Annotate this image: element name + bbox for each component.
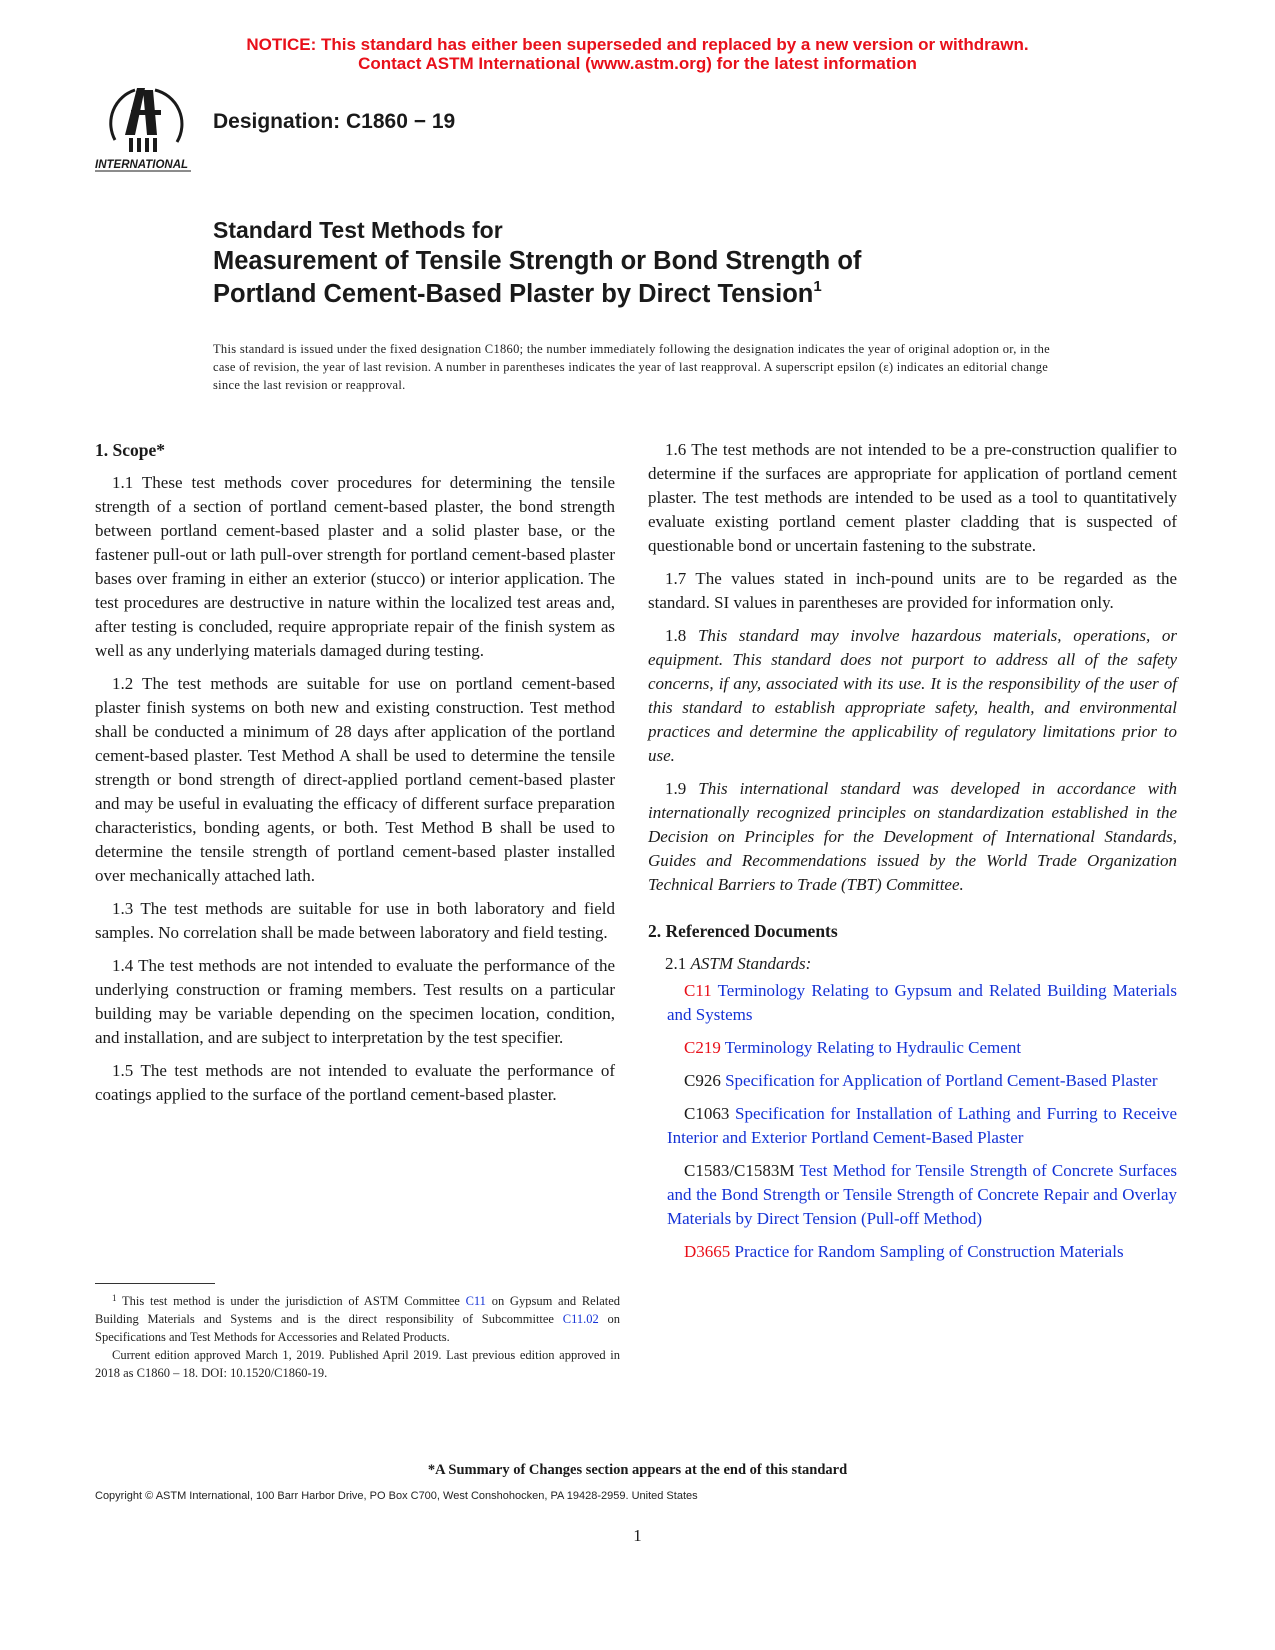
subcommittee-link[interactable]: C11.02 <box>562 1312 599 1326</box>
para-1-5: 1.5 The test methods are not intended to evaluate the performance of coatings applied to the surface of the portland cement-based plaster. <box>95 1061 615 1104</box>
title-line-3: Portland Cement-Based Plaster by Direct Tension <box>213 280 814 308</box>
reference-code[interactable]: C219 <box>684 1038 721 1057</box>
edition-note: Current edition approved March 1, 2019. Published April 2019. Last previous edition approved in 2018 as C1860 – 18. DOI: 10.1520/C1860-19. <box>95 1348 620 1380</box>
copyright-line: Copyright © ASTM International, 100 Barr Harbor Drive, PO Box C700, West Conshohocken, PA 19428-2959. United States <box>95 1490 698 1502</box>
notice-line-2: Contact ASTM International (www.astm.org) for the latest information <box>358 54 917 73</box>
reference-code[interactable]: D3665 <box>684 1242 731 1261</box>
reference-item-c11 <box>648 979 1177 1027</box>
title-line-1: Standard Test Methods for <box>213 217 503 243</box>
reference-link[interactable]: Test Method for Tensile Strength of Concrete Surfaces and the Bond Strength or Tensile Strength of Concrete Repair and Overlay Materials by Direct Tension (Pull-off Method) <box>667 1161 1177 1228</box>
summary-of-changes-note: *A Summary of Changes section appears at the end of this standard <box>427 1462 848 1478</box>
footnote-text-c: on Specifications and Test Methods for Accessories and Related Products. <box>95 1312 621 1344</box>
page-number: 1 <box>633 1526 642 1545</box>
para-1-7: 1.7 The values stated in inch-pound units are to be regarded as the standard. SI values in parentheses are provided for information only. <box>648 569 1177 612</box>
title-footnote-mark[interactable]: 1 <box>813 278 822 295</box>
footnote-1 <box>95 1292 620 1346</box>
para-1-1: 1.1 These test methods cover procedures for determining the tensile strength of a section of portland cement-based plaster, the bond strength between portland cement-based plaster and a solid plaster base, or the fastener pull-out or lath pull-over strength for portland cement-based plaster bases over framing in either an exterior (stucco) or interior application. The test procedures are destructive in nature within the localized test areas and, after testing is concluded, require appropriate repair of the finish system as well as any underlying materials damaged during testing. <box>95 473 615 660</box>
title-line-2: Measurement of Tensile Strength or Bond Strength of <box>213 247 862 275</box>
para-1-8-number: 1.8 <box>665 626 687 645</box>
astm-logo-icon <box>95 80 195 182</box>
scope-heading: 1. Scope* <box>95 440 165 460</box>
footnotes <box>95 1292 620 1382</box>
reference-item-c1063 <box>648 1102 1177 1150</box>
para-1-8 <box>648 624 1177 768</box>
reference-code: C926 <box>684 1071 721 1090</box>
refdocs-sub-number: 2.1 <box>665 954 687 973</box>
footnote-divider <box>95 1283 215 1284</box>
notice-line-1: NOTICE: This standard has either been superseded and replaced by a new version or withdrawn. <box>246 35 1029 54</box>
footnote-text-b: on Gypsum and Related Building Materials and Systems and is the direct responsibility of Subcommittee <box>95 1294 621 1326</box>
para-1-9 <box>648 777 1177 897</box>
reference-item-d3665 <box>648 1240 1177 1264</box>
refdocs-sub-label: ASTM Standards: <box>690 954 812 973</box>
right-column <box>648 438 1177 1273</box>
document-title <box>213 215 1113 311</box>
footnote-text-a: This test method is under the jurisdiction of ASTM Committee <box>122 1294 460 1308</box>
refdocs-heading: 2. Referenced Documents <box>648 921 838 941</box>
para-1-3: 1.3 The test methods are suitable for use in both laboratory and field samples. No correlation shall be made between laboratory and field testing. <box>95 899 615 942</box>
issuance-note: This standard is issued under the fixed designation C1860; the number immediately following the designation indicates the year of original adoption or, in the case of revision, the year of last revision. A number in parentheses indicates the year of last reapproval. A superscript epsilon (ε) indicates an editorial change since the last revision or reapproval. <box>213 342 1051 392</box>
committee-link[interactable]: C11 <box>465 1294 486 1308</box>
para-1-6: 1.6 The test methods are not intended to be a pre-construction qualifier to determine if the surfaces are appropriate for application of portland cement plaster. The test methods are intended to be used as a tool to quantitatively evaluate existing portland cement plaster cladding that is suspected of questionable bond or uncertain fastening to the substrate. <box>648 440 1177 555</box>
para-1-9-number: 1.9 <box>665 779 687 798</box>
reference-link[interactable]: Terminology Relating to Gypsum and Related Building Materials and Systems <box>667 981 1177 1024</box>
reference-link[interactable]: Practice for Random Sampling of Construction Materials <box>734 1242 1124 1261</box>
designation: Designation: C1860 − 19 <box>213 110 456 133</box>
reference-code: C1063 <box>684 1104 730 1123</box>
reference-link[interactable]: Terminology Relating to Hydraulic Cement <box>724 1038 1022 1057</box>
logo-text: INTERNATIONAL <box>95 159 189 171</box>
reference-code[interactable]: C11 <box>684 981 712 1000</box>
reference-item-c219 <box>648 1036 1177 1060</box>
reference-link[interactable]: Specification for Installation of Lathing and Furring to Receive Interior and Exterior Portland Cement-Based Plaster <box>667 1104 1178 1147</box>
reference-item-c1583 <box>648 1159 1177 1231</box>
footnote-mark: 1 <box>112 1293 117 1303</box>
left-column <box>95 438 615 1116</box>
reference-code: C1583/C1583M <box>684 1161 795 1180</box>
para-1-2: 1.2 The test methods are suitable for use on portland cement-based plaster finish systems on both new and existing construction. Test method shall be conducted a minimum of 28 days after application of the portland cement-based plaster. Test Method A shall be used to determine the tensile strength or bond strength of direct-applied portland cement-based plaster and may be useful in evaluating the efficacy of different surface preparation characteristics, bonding agents, or both. Test Method B shall be used to determine the tensile strength of portland cement-based plaster installed over mechanically attached lath. <box>95 674 615 885</box>
reference-link[interactable]: Specification for Application of Portland Cement-Based Plaster <box>725 1071 1158 1090</box>
para-1-4: 1.4 The test methods are not intended to evaluate the performance of the underlying construction or framing members. Test results on a particular building may be variable depending on the specimen location, condition, and installation, and are subject to interpretation by the test specifier. <box>95 956 615 1047</box>
para-1-8-text: This standard may involve hazardous materials, operations, or equipment. This standard does not purport to address all of the safety concerns, if any, associated with its use. It is the responsibility of the user of this standard to establish appropriate safety, health, and environmental practices and determine the applicability of regulatory limitations prior to use. <box>648 626 1177 765</box>
para-1-9-text: This international standard was developed in accordance with internationally recognized principles on standardization established in the Decision on Principles for the Development of International Standards, Guides and Recommendations issued by the World Trade Organization Technical Barriers to Trade (TBT) Committee. <box>648 779 1177 894</box>
reference-list <box>648 979 1177 1264</box>
refdocs-subheading <box>648 952 1177 976</box>
reference-item-c926 <box>648 1069 1177 1093</box>
